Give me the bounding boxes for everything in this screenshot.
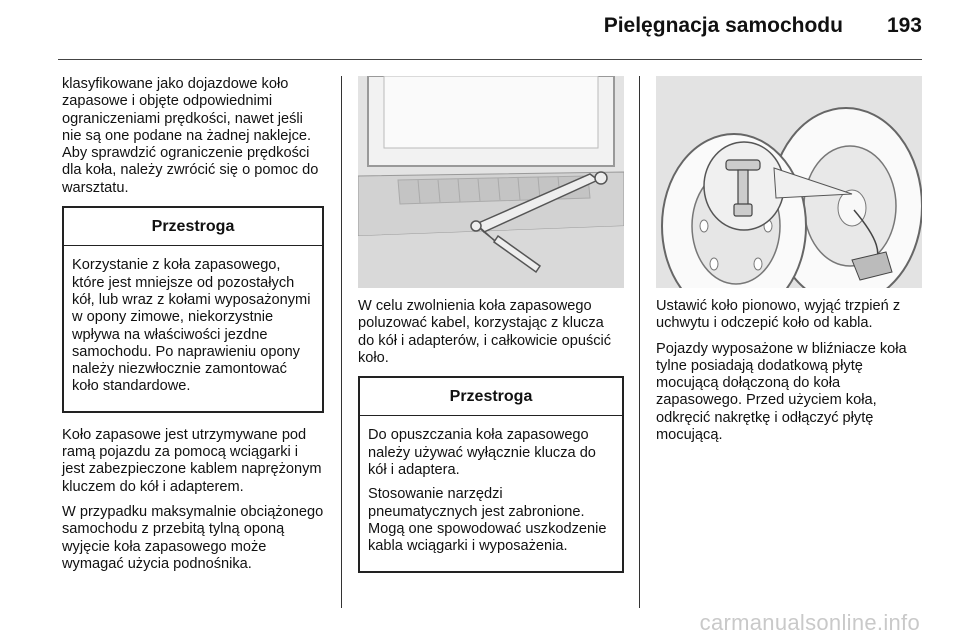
paragraph: Ustawić koło pionowo, wyjąć trzpień z uchwytu i odczepić koło od kabla. <box>656 298 901 332</box>
wheel-wrench-illustration <box>358 76 624 288</box>
paragraph: W przypadku maksymalnie obciążonego samochodu z przebitą tylną oponą wyjęcie koła zapasowego może wymagać użycia podnośnika. <box>62 503 324 572</box>
column-1 <box>62 76 324 581</box>
caution-box <box>358 376 624 572</box>
caution-body <box>360 416 622 570</box>
column-divider <box>341 76 342 608</box>
spare-wheel-drawing <box>656 76 922 288</box>
caution-box <box>62 206 324 413</box>
watermark: carmanualsonline.info <box>699 610 920 635</box>
paragraph: Koło zapasowe jest utrzymywane pod ramą pojazdu za pomocą wciągarki i jest zabezpieczone kablem naprężonym kluczem do kół i adapterem. <box>62 426 322 495</box>
caution-text: Stosowanie narzędzi pneumatycznych jest zabronione. Mogą one spowodować uszkodzenie kabla wciągarki i wyposażenia. <box>368 486 607 555</box>
caution-text: Korzystanie z koła zapasowego, które jest mniejsze od pozostałych kół, lub wraz z kołami wyposażonymi w opony zimowe, niekorzystnie wpływa na właściwości jezdne samochodu. Po naprawieniu opony należy niezwłocznie zamontować koło standardowe. <box>72 257 311 395</box>
column-divider <box>639 76 640 608</box>
paragraph: W celu zwolnienia koła zapasowego poluzować kabel, korzystając z klucza do kół i adapterów, i całkowicie opuścić koło. <box>358 298 612 366</box>
paragraph: klasyfikowane jako dojazdowe koło zapasowe i objęte odpowiednimi ograniczeniami prędkości, nawet jeśli nie są one podane na żadnej naklejce. Aby sprawdzić ograniczenie prędkości dla koła, należy zwrócić się o pomoc do warsztatu. <box>62 76 319 196</box>
caution-body <box>64 246 322 410</box>
caution-title: Przestroga <box>64 208 322 246</box>
column-2 <box>358 76 624 587</box>
bumper-wrench-drawing <box>358 76 624 288</box>
caution-title: Przestroga <box>360 378 622 416</box>
header-divider <box>58 59 922 60</box>
caution-text: Do opuszczania koła zapasowego należy używać wyłącznie klucza do kół i adaptera. <box>368 427 596 479</box>
spare-wheel-illustration <box>656 76 922 288</box>
header-title: Pielęgnacja samochodu <box>603 14 843 37</box>
page-header <box>604 14 922 38</box>
paragraph: Pojazdy wyposażone w bliźniacze koła tylne posiadają dodatkową płytę mocującą dołączoną do koła zapasowego. Przed użyciem koła, odkręcić nakrętkę i odłączyć płytę mocującą. <box>656 340 907 444</box>
page-number: 193 <box>886 14 922 37</box>
column-3 <box>656 76 924 452</box>
